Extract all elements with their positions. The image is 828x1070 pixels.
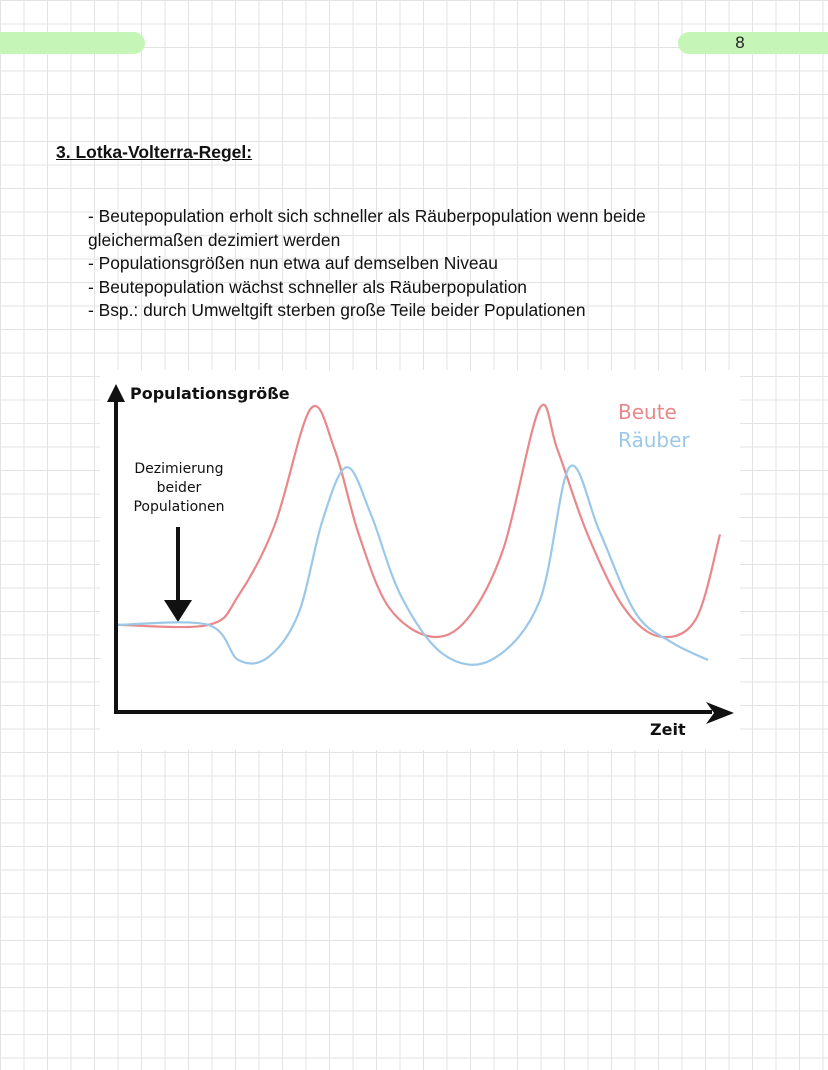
bullet-line: gleichermaßen dezimiert werden xyxy=(88,229,341,250)
decimation-arrow-head xyxy=(164,600,192,622)
annotation-line: Populationen xyxy=(133,499,225,515)
bullet-line: - Populationsgrößen nun etwa auf demselben Niveau xyxy=(88,253,498,273)
legend-prey: Beute xyxy=(618,400,677,424)
section-heading: 3. Lotka-Volterra-Regel: xyxy=(56,142,253,162)
y-axis-label: Populationsgröße xyxy=(130,384,290,403)
bullet-line: - Beutepopulation wächst schneller als Räuberpopulation xyxy=(88,276,527,297)
annotation-line: Dezimierung xyxy=(134,461,224,477)
predator-series-line xyxy=(118,466,708,665)
legend-predator: Räuber xyxy=(618,428,690,452)
header-tab-left xyxy=(0,32,145,54)
annotation-line: beider xyxy=(156,480,202,496)
chart-canvas xyxy=(100,370,740,750)
y-axis-arrow xyxy=(107,384,125,402)
header-tab-right xyxy=(678,32,828,54)
bullet-line: - Bsp.: durch Umweltgift sterben große Teile beider Populationen xyxy=(88,300,586,320)
lotka-volterra-chart xyxy=(100,370,740,750)
page-number: 8 xyxy=(735,33,745,52)
x-axis-label: Zeit xyxy=(650,720,686,739)
bullet-list xyxy=(88,205,768,323)
bullet-line: - Beutepopulation erholt sich schneller als Räuberpopulation wenn beide xyxy=(88,206,646,226)
